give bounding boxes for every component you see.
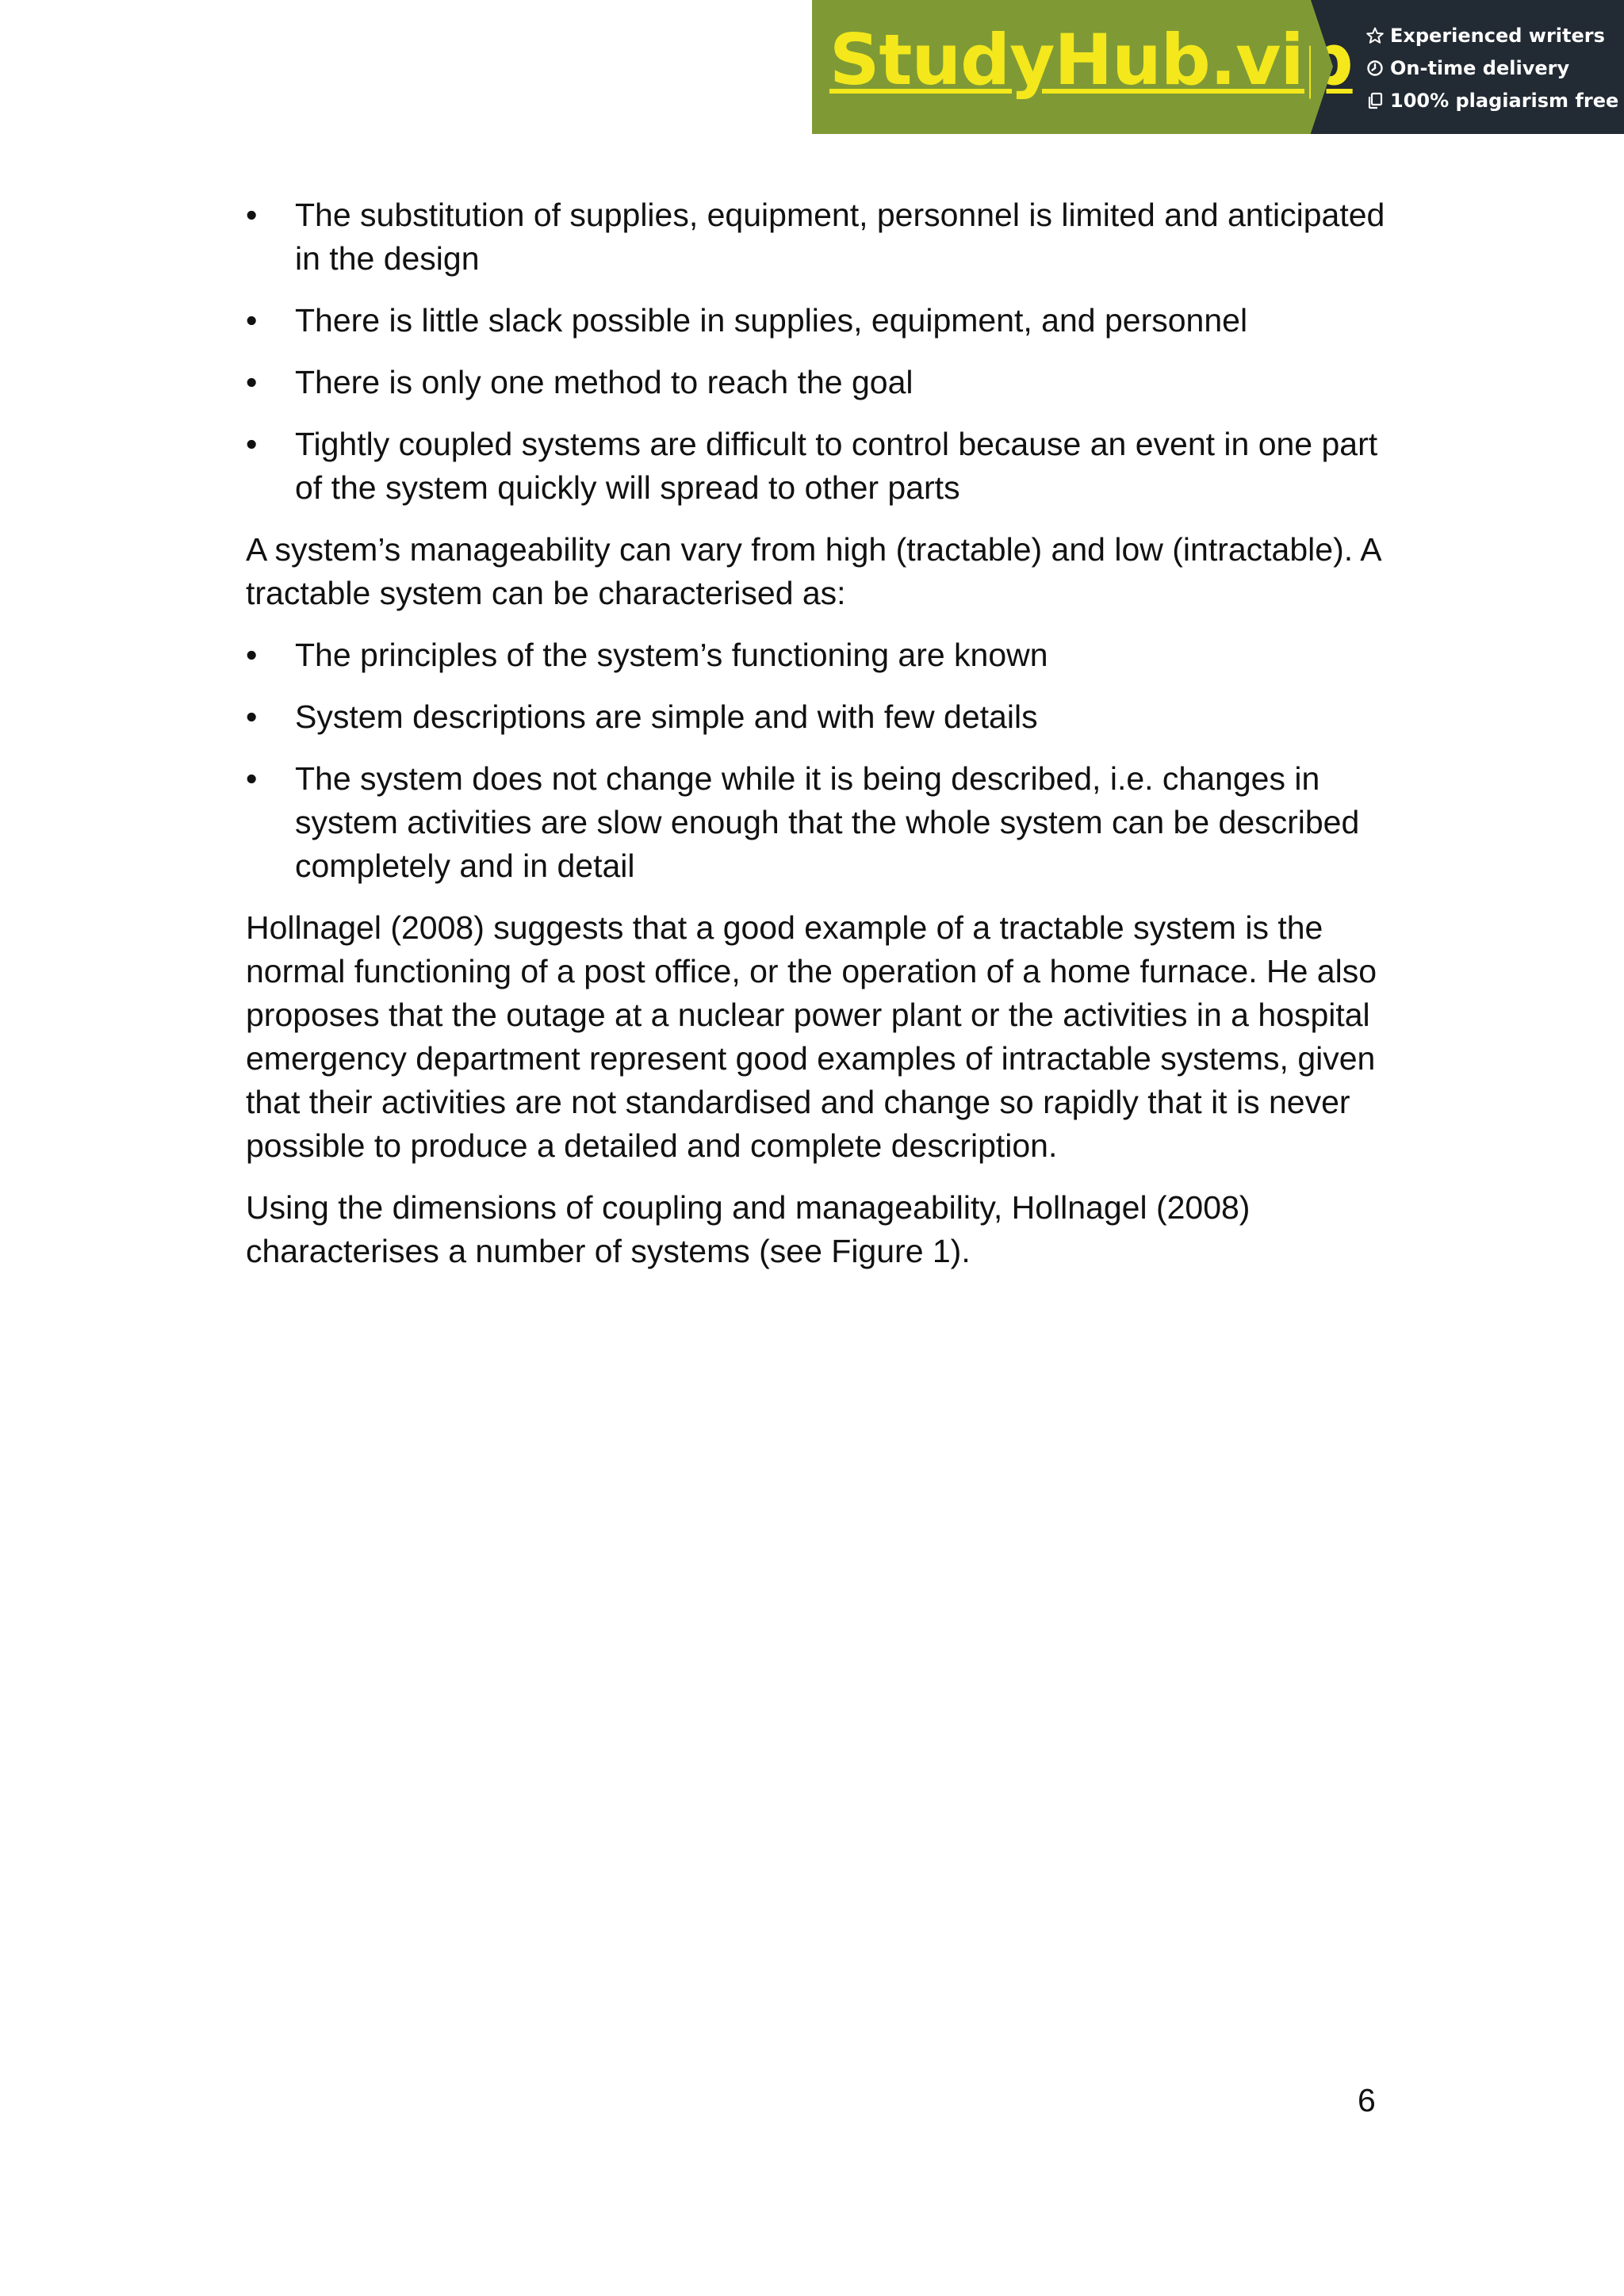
list-item-text: There is little slack possible in supplies, equipment, and personnel	[295, 302, 1248, 339]
list-item-text: System descriptions are simple and with few details	[295, 698, 1038, 735]
tractable-bullet-list	[246, 633, 1388, 888]
copy-icon	[1365, 90, 1385, 111]
feature-on-time-delivery	[1365, 52, 1624, 84]
banner-brand-panel[interactable]	[812, 0, 1353, 134]
page-number: 6	[1358, 2082, 1376, 2118]
document-body	[246, 193, 1388, 1292]
feature-label: Experienced writers	[1390, 24, 1605, 47]
list-item-text: The substitution of supplies, equipment, personnel is limited and anticipated in the design	[295, 197, 1385, 277]
list-item	[246, 633, 1388, 677]
coupling-bullet-list	[246, 193, 1388, 510]
brand-logo-text[interactable]: StudyHub.vip	[829, 19, 1353, 101]
feature-label: On-time delivery	[1390, 56, 1570, 79]
list-item-text: Tightly coupled systems are difficult to control because an event in one part of the system quickly will spread to other parts	[295, 426, 1378, 506]
banner-features-panel	[1311, 0, 1624, 134]
list-item	[246, 299, 1388, 342]
list-item	[246, 423, 1388, 510]
bullet-marker: •	[246, 698, 258, 735]
list-item	[246, 193, 1388, 281]
feature-experienced-writers	[1365, 19, 1624, 52]
list-item	[246, 757, 1388, 888]
bullet-marker: •	[246, 302, 258, 339]
bullet-marker: •	[246, 197, 258, 233]
list-item	[246, 361, 1388, 404]
bullet-marker: •	[246, 760, 258, 797]
bullet-marker: •	[246, 364, 258, 400]
list-item	[246, 695, 1388, 739]
bullet-marker: •	[246, 637, 258, 673]
star-icon	[1365, 25, 1385, 46]
bullet-marker: •	[246, 426, 258, 462]
clock-icon	[1365, 58, 1385, 78]
studyhub-banner[interactable]	[812, 0, 1624, 134]
manageability-paragraph: A system’s manageability can vary from high (tractable) and low (intractable). A tractable system can be characterised as:	[246, 531, 1381, 611]
list-item-text: There is only one method to reach the goal	[295, 364, 914, 400]
hollnagel-examples-paragraph: Hollnagel (2008) suggests that a good example of a tractable system is the normal functioning of a post office, or the operation of a home furnace. He also proposes that the outage at a nuclear power plant or the activities in a hospital emergency department represent good examples of intractable systems, given that their activities are not standardised and change so rapidly that it is never possible to produce a detailed and complete description.	[246, 909, 1377, 1164]
feature-plagiarism-free	[1365, 84, 1624, 117]
feature-label: 100% plagiarism free	[1390, 89, 1619, 112]
list-item-text: The system does not change while it is being described, i.e. changes in system activities are slow enough that the whole system can be described completely and in detail	[295, 760, 1360, 884]
list-item-text: The principles of the system’s functioning are known	[295, 637, 1048, 673]
figure-reference-paragraph: Using the dimensions of coupling and manageability, Hollnagel (2008) characterises a number of systems (see Figure 1).	[246, 1189, 1251, 1269]
